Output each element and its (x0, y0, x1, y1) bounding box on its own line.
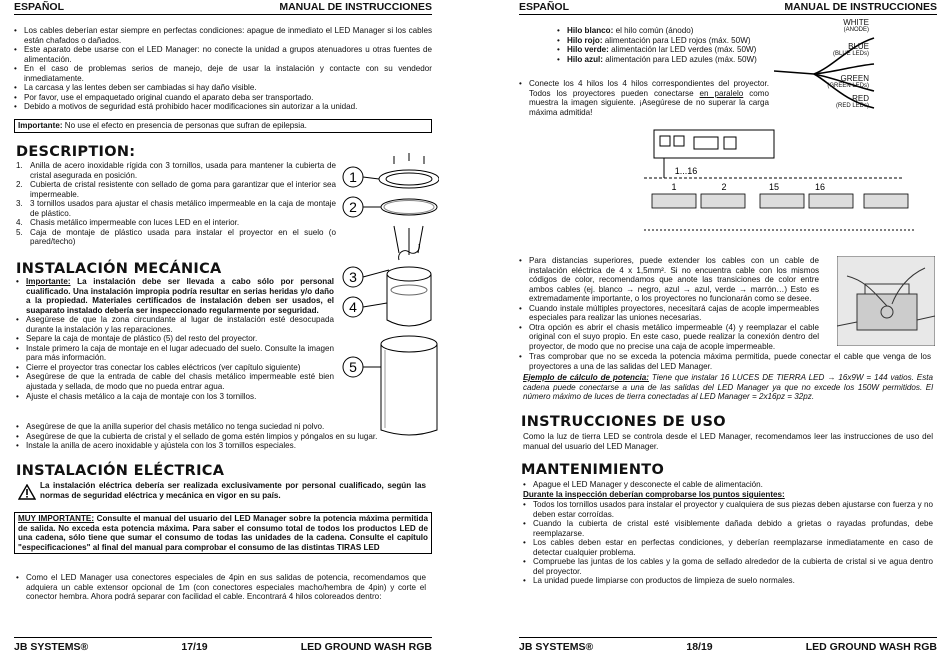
wire-label-red: RED (RED LEDs) (835, 94, 869, 110)
callout-label-2: 2 (349, 199, 357, 215)
wire-color-list (557, 26, 807, 64)
list-item: • Instale primero la caja de montaje en el lugar adecuado del suelo. Consulte la imagen para más información. (16, 344, 334, 363)
list-item: • Apague el LED Manager y desconecte el cable de alimentación. (523, 480, 933, 490)
mechanical-installation-heading: INSTALACIÓN MECÁNICA (16, 261, 222, 277)
callout-label-1: 1 (349, 169, 357, 185)
usage-text: Como la luz de tierra LED se controla desde el LED Manager, recomendamos leer las instrucciones de uso del manual del usuario del LED Manager. (523, 432, 933, 451)
list-item: 5. Caja de montaje de plástico usada para instalar el proyector en el suelo (o pared/techo) (16, 227, 336, 247)
distance-list-continued (519, 352, 931, 371)
list-item: • Asegúrese de que la entrada de cable del chasis metálico impermeable esté bien ajustada y sellada, de modo que no pueda entrar agua. (16, 372, 334, 391)
list-item: • Los cables deben estar en perfectas condiciones, y deberían reemplazarse inmediatamente en caso de detectar cualquier problema. (523, 538, 933, 557)
list-item: • Asegúrese de que la zona circundante al lugar de instalación esté desocupada durante la instalación y las reparaciones. (16, 315, 334, 334)
chain-label: 1...16 (674, 166, 698, 176)
list-item: • Cuando instale múltiples proyectores, necesitará cajas de acople impermeables especiales para realizar las uniones necesarias. (519, 304, 819, 323)
list-item: • La unidad puede limpiarse con productos de limpieza de suelo normales. (523, 576, 933, 586)
maintenance-subheading: Durante la inspección deberían comprobarse los puntos siguientes: (523, 490, 785, 499)
list-item: 1. Anilla de acero inoxidable rígida con 3 tornillos, usada para mantener la cubierta de cristal asegurada en posición. (16, 161, 336, 180)
chain-number-2: 2 (721, 182, 727, 192)
ejemplo-label: Ejemplo de cálculo de potencia: (523, 373, 649, 382)
list-item: 3. 3 tornillos usados para ajustar el chasis metálico impermeable en la caja de montaje de plástico. (16, 199, 336, 218)
distance-list (519, 256, 819, 351)
list-item: • Hilo rojo: alimentación para LED rojos (máx. 50W) (557, 36, 807, 46)
muy-importante-label: MUY IMPORTANTE: (18, 514, 95, 523)
list-item: • Los cables deberían estar siempre en perfectas condiciones: apague de inmediato el LED Manager si los cables están chafados o dañados. (14, 26, 432, 45)
electrical-installation-heading: INSTALACIÓN ELÉCTRICA (16, 463, 225, 479)
list-item: • Cuando la cubierta de cristal esté visiblemente dañada debido a grietas o rayadas profundas, debe reemplazarse. (523, 519, 933, 538)
importante-text: No use el efecto en presencia de personas que sufran de epilepsia. (62, 121, 307, 130)
junction-box-photo (837, 256, 935, 346)
page-footer (519, 637, 937, 653)
list-item: • Conecte los 4 hilos los 4 hilos correspondientes del proyector. Todos los proyectores pueden conectarse en paralelo como muestra la imagen siguiente. ¡Asegúrese de no superar la carga máxima admitida! (519, 79, 769, 117)
list-item: 2. Cubierta de cristal resistente con sellado de goma para garantizar que el interior sea impermeable. (16, 180, 336, 199)
header-title: MANUAL DE INSTRUCCIONES (784, 1, 937, 13)
mechanical-list-continued (16, 422, 426, 451)
list-item: • Instale la anilla de acero inoxidable y ajústela con los 3 tornillos especiales. (16, 441, 426, 451)
chain-number-16: 16 (814, 182, 826, 192)
parallel-chain-illustration (634, 128, 924, 246)
max-power-box (14, 512, 432, 554)
right-page (519, 0, 937, 654)
chain-number-15: 15 (768, 182, 780, 192)
list-item: • Cierre el proyector tras conectar los cables eléctricos (ver capítulo siguiente) (16, 363, 334, 373)
importante-label: Importante: (18, 121, 63, 130)
list-item: • Asegúrese de que la anilla superior del chasis metálico no tenga suciedad ni polvo. (16, 422, 426, 432)
list-item: • Todos los tornillos usados para instalar el proyector y cualquiera de sus piezas deben ajustarse con fuerza y no deben estar corroídas. (523, 500, 933, 519)
maintenance-list (523, 500, 933, 586)
ejemplo-text: Tiene que instalar 16 LUCES DE TIERRA LED → 16x9W = 144 vatios. Esta cadena puede conectarse a una de las salidas del LED Manager ya que no excede los 150W permitidos. El número máximo de luces de tierra conectadas al LED Manager = 2x16pz = 32pz. (523, 373, 934, 402)
chain-number-1: 1 (671, 182, 677, 192)
description-heading: DESCRIPTION: (16, 144, 136, 160)
callout-label-4: 4 (349, 299, 357, 315)
description-list (16, 161, 336, 247)
list-item: • Separe la caja de montaje de plástico (5) del resto del proyector. (16, 334, 334, 344)
footer-brand: JB SYSTEMS® (519, 641, 594, 653)
header-title: MANUAL DE INSTRUCCIONES (279, 1, 432, 13)
list-item: • Para distancias superiores, puede extender los cables con un cable de instalación eléctrica de 4 x 1,5mm². Si no encuentra cable con los mismos códigos de color, recomendamos que anote las transiciones de color entre ambos cables (ej. blanco → negro, azul → azul, verde → marrón…) Esto es extremadamente importante, o los proyectores no funcionarán como se desee. (519, 256, 819, 304)
footer-page-number: 18/19 (686, 641, 713, 653)
footer-page-number: 17/19 (181, 641, 208, 653)
callout-label-5: 5 (349, 359, 357, 375)
epilepsy-warning-box (14, 119, 432, 133)
list-item: • Tras comprobar que no se exceda la potencia máxima permitida, puede conectar el cable que venga de los proyectores a una de las salidas del LED Manager. (519, 352, 931, 371)
muy-importante-text: Consulte el manual del usuario del LED Manager sobre la potencia máxima permitida de salida. No exceda esta potencia máxima. Para saber el consumo total de todos los productos LED de una cadena, sólo tiene que sumar el consumo de todas las unidades de la cadena. Consulte el capítulo "especificaciones" al final del manual para comprobar el consumo de las distintas TIRAS LED (18, 514, 428, 552)
connection-list (519, 79, 769, 117)
list-item: • Hilo blanco: el hilo común (ánodo) (557, 26, 807, 36)
electrical-warning-text: La instalación eléctrica debería ser realizada exclusivamente por personal cualificado, según las normas de seguridad eléctrica y mecánica en vigor en su país. (40, 481, 426, 500)
list-item: • Compruebe las juntas de los cables y la goma de sellado alrededor de la cubierta de cristal si ve agua dentro del proyector. (523, 557, 933, 576)
safety-list (14, 26, 432, 112)
list-item: • Hilo azul: alimentación para LED azules (máx. 50W) (557, 55, 807, 65)
list-item: • La carcasa y las lentes deben ser cambiadas si hay daño visible. (14, 83, 432, 93)
wire-label-blue: BLUE (BLUE LEDs) (832, 42, 869, 58)
warning-triangle-icon (18, 484, 36, 500)
list-item: • Asegúrese de que la cubierta de cristal y el sellado de goma estén limpios y póngalos en su lugar. (16, 432, 426, 442)
list-item: • Hilo verde: alimentación lar LED verdes (máx. 50W) (557, 45, 807, 55)
callout-label-3: 3 (349, 269, 357, 285)
footer-product: LED GROUND WASH RGB (805, 641, 937, 653)
power-calculation-example (523, 373, 933, 402)
wire-label-green: GREEN (GREEN LEDs) (827, 74, 869, 90)
page-header (519, 0, 937, 15)
connector-list (16, 573, 426, 602)
list-item: • En el caso de problemas serios de manejo, deje de usar la instalación y contacte con su vendedor inmediatamente. (14, 64, 432, 83)
list-item: • Este aparato debe usarse con el LED Manager: no conecte la unidad a grupos atenuadores u otras fuentes de alimentación. (14, 45, 432, 64)
header-language: ESPAÑOL (519, 1, 569, 13)
list-item: • Importante: La instalación debe ser llevada a cabo sólo por personal cualificado. Una instalación impropia podría resultar en serias heridas y/o daño a la propiedad. Materiales certificados de instalación deben ser usados, el suaparato instalado debería ser inspeccionado regularmente por seguridad. (16, 277, 334, 315)
list-item: • Por favor, use el empaquetado original cuando el aparato deba ser transportado. (14, 93, 432, 103)
maintenance-heading: MANTENIMIENTO (521, 462, 665, 478)
wire-label-white: WHITE (ANODE) (843, 18, 869, 34)
list-item: • Otra opción es abrir el chasis metálico impermeable (4) y reemplazar el cable original con el suyo propio. En este caso, puede realizar la conexión dentro del proyector, de modo que no precise una caja de acople impermeable. (519, 323, 819, 352)
page-footer (14, 637, 432, 653)
footer-product: LED GROUND WASH RGB (300, 641, 432, 653)
mechanical-list (16, 277, 334, 401)
maintenance-first (523, 480, 933, 490)
list-item: • Debido a motivos de seguridad está prohibido hacer modificaciones sin autorizar a la unidad. (14, 102, 432, 112)
header-language: ESPAÑOL (14, 1, 64, 13)
left-page (14, 0, 432, 654)
page-header (14, 0, 432, 15)
list-item: • Como el LED Manager usa conectores especiales de 4pin en sus salidas de potencia, recomendamos que adquiera un cable extensor opcional de 1m (con conectores especiales macho/hembra de 4pin) y corte el conector hembra. Ahora podrá separar con facilidad el cable. Encontrará 4 hilos coloreados dentro: (16, 573, 426, 602)
usage-instructions-heading: INSTRUCCIONES DE USO (521, 414, 726, 430)
list-item: • Ajuste el chasis metálico a la caja de montaje con los 3 tornillos. (16, 392, 334, 402)
exploded-view-illustration (339, 148, 439, 448)
list-item: 4. Chasis metálico impermeable con luces LED en el interior. (16, 218, 240, 228)
footer-brand: JB SYSTEMS® (14, 641, 89, 653)
